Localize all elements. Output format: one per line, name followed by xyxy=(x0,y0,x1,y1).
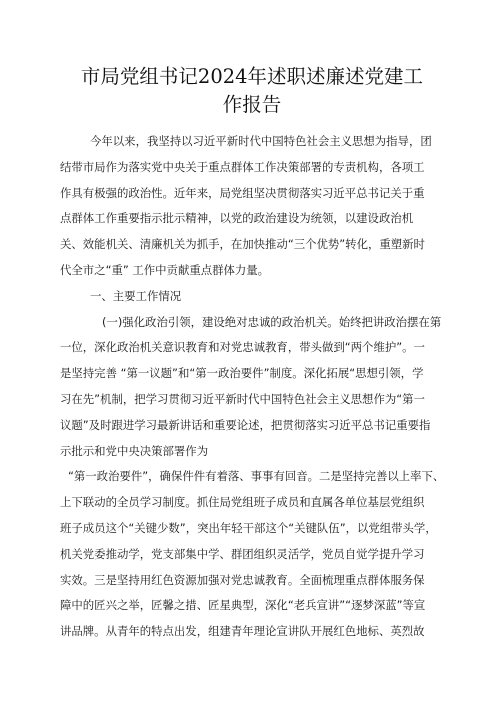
body-line: 今年以来，我坚持以习近平新时代中国特色社会主义思想为指导，团 xyxy=(90,134,432,148)
title-line-2: 作报告 xyxy=(222,93,282,116)
document-title xyxy=(60,0,444,119)
body-line: (一)强化政治引领，建设绝对忠诚的政治机关。始终把讲政治摆在第 xyxy=(102,314,442,329)
body-line: 关、效能机关、清廉机关为抓手，在加快推动“三个优势”转化，重塑新时 xyxy=(60,237,425,252)
section-heading: 一、主要工作情况 xyxy=(90,288,182,303)
body-line: 上下联动的全员学习制度。抓住局党组班子成员和直属各单位基层党组织 xyxy=(60,495,425,510)
body-line: 作具有极强的政治性。近年来，局党组坚决贯彻落实习近平总书记关于重 xyxy=(60,185,425,200)
body-line: 是坚持完善 “第一议题”和“第一政治要件”制度。深化拓展“思想引领，学 xyxy=(60,366,424,381)
body-line: 班子成员这个“关键少数”，突出年轻干部这个“关键队伍”，以党组带头学， xyxy=(60,520,437,535)
body-line: 议题”及时跟进学习最新讲话和重要论述，把贯彻落实习近平总书记重要指 xyxy=(60,417,431,432)
body-line: 实效。三是坚持用红色资源加强对党忠诚教育。全面梳理重点群体服务保 xyxy=(60,572,425,587)
body-line: 一位，深化政治机关意识教育和对党忠诚教育，带头做到“两个维护”。一 xyxy=(60,340,425,355)
document-body xyxy=(60,129,444,645)
body-line: 障中的匠兴之举，匠馨之措、匠星典型，深化“老兵宣讲”“逐梦深蓝”等宣 xyxy=(60,598,426,613)
body-line: 结带市局作为落实党中央关于重点群体工作决策部署的专责机构，各项工 xyxy=(60,159,425,174)
body-line: 示批示和党中央决策部署作为 xyxy=(60,443,209,458)
body-line: 点群体工作重要指示批示精神，以党的政治建设为统领，以建设政治机 xyxy=(60,211,414,226)
title-line-1: 市局党组书记2024年述职述廉述党建工 xyxy=(80,65,424,88)
body-line: 习在先”机制，把学习贯彻习近平新时代中国特色社会主义思想作为“第一 xyxy=(60,391,425,406)
body-line: 代全市之“重” 工作中贡献重点群体力量。 xyxy=(60,262,270,277)
body-line: “第一政治要件”，确保件件有着落、事事有回音。二是坚持完善以上率下、 xyxy=(68,469,444,484)
body-line: 机关党委推动学，党支部集中学、群团组织灵活学，党员自觉学提升学习 xyxy=(60,546,425,561)
body-line: 讲品牌。从青年的特点出发，组建青年理论宣讲队开展红色地标、英烈故 xyxy=(60,624,425,639)
